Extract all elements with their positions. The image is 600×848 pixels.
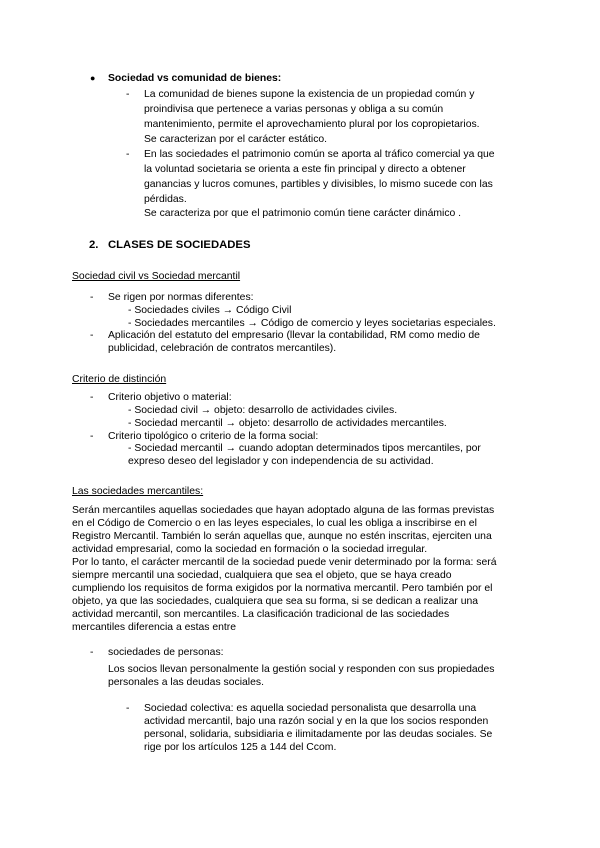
comunidad-line-1: La comunidad de bienes supone la existencia de un propiedad común y: [144, 89, 475, 100]
colectiva-line-2: actividad mercantil, bajo una razón social y en la que los socios responden: [144, 716, 489, 727]
criterio-tipologico: Criterio tipológico o criterio de la forma social:: [108, 431, 319, 442]
estatuto-line-1: Aplicación del estatuto del empresario (llevar la contabilidad, RM como medio de: [108, 330, 480, 341]
bullet-dot: ●: [90, 73, 96, 83]
mercantiles-line-4: actividad empresarial, como la sociedad en formación o la sociedad irregular.: [72, 544, 428, 555]
colectiva-line-4: rige por los artículos 125 a 144 del Ccom.: [144, 742, 337, 753]
criterio-objetivo-sub-2: - Sociedad mercantil → objeto: desarrollo de actividades mercantiles.: [128, 418, 447, 429]
dash-marker: -: [90, 292, 94, 303]
sociedades-line-2: la voluntad societaria se orienta a este fin principal y directo a obtener: [144, 164, 466, 175]
section-title: CLASES DE SOCIEDADES: [108, 239, 251, 251]
sociedades-line-1: En las sociedades el patrimonio común se aporta al tráfico comercial ya que: [144, 149, 495, 160]
personas-line-2: personales a las deudas sociales.: [108, 677, 264, 688]
mercantiles-line-10: mercantiles diferencia a estas entre: [72, 622, 237, 633]
sociedad-vs-comunidad-heading: Sociedad vs comunidad de bienes:: [108, 73, 282, 84]
sociedades-line-4: pérdidas.: [144, 194, 187, 205]
criterio-heading: Criterio de distinción: [72, 374, 167, 385]
comunidad-line-4: Se caracterizan por el carácter estático.: [144, 134, 328, 145]
dash-marker: -: [126, 703, 130, 714]
personas-line-1: Los socios llevan personalmente la gestión social y responden con sus propiedades: [108, 664, 495, 675]
sociedades-line-3: ganancias y lucros comunes, partibles y divisibles, lo mismo sucede con las: [144, 179, 493, 190]
mercantiles-line-7: cumpliendo los requisitos de forma exigidos por la normativa mercantil. Pero también por el: [72, 583, 493, 594]
criterio-tipologico-sub-1: - Sociedad mercantil → cuando adoptan determinados tipos mercantiles, por: [128, 443, 481, 454]
colectiva-line-1: Sociedad colectiva: es aquella sociedad personalista que desarrolla una: [144, 703, 477, 714]
comunidad-line-3: mantenimiento, permite el aprovechamiento plural por los copropietarios.: [144, 119, 480, 130]
sociedades-personas-item: sociedades de personas:: [108, 647, 224, 658]
dash-marker: -: [90, 431, 94, 442]
civil-vs-mercantil-heading: Sociedad civil vs Sociedad mercantil: [72, 271, 241, 282]
section-number: 2.: [89, 239, 99, 251]
criterio-objetivo: Criterio objetivo o material:: [108, 392, 232, 403]
normas-sub-2: - Sociedades mercantiles → Código de comercio y leyes societarias especiales.: [128, 318, 496, 329]
colectiva-line-3: personal, solidaria, subsidiaria e ilimitadamente por las deudas sociales. Se: [144, 729, 493, 740]
dash-marker: -: [126, 149, 130, 160]
dash-marker: -: [90, 392, 94, 403]
mercantiles-line-8: objeto, ya que las sociedades, cualquiera que sea su forma, si se dedican a realizar una: [72, 596, 479, 607]
estatuto-line-2: publicidad, celebración de contratos mercantiles).: [108, 343, 337, 354]
normas-item: Se rigen por normas diferentes:: [108, 292, 254, 303]
criterio-objetivo-sub-1: - Sociedad civil → objeto: desarrollo de actividades civiles.: [128, 405, 398, 416]
mercantiles-line-1: Serán mercantiles aquellas sociedades que hayan adoptado alguna de las formas previstas: [72, 505, 495, 516]
mercantiles-line-6: siempre mercantil una sociedad, cualquiera que sea el objeto, que se haya creado: [72, 570, 452, 581]
mercantiles-line-5: Por lo tanto, el carácter mercantil de la sociedad puede venir determinado por la forma: será: [72, 557, 497, 568]
sociedades-line-5: Se caracteriza por que el patrimonio común tiene carácter dinámico .: [144, 208, 462, 219]
normas-sub-1: - Sociedades civiles → Código Civil: [128, 305, 292, 316]
dash-marker: -: [90, 330, 94, 341]
mercantiles-line-2: en el Código de Comercio o en las leyes especiales, lo cual les obliga a inscribirse en el: [72, 518, 477, 529]
dash-marker: -: [126, 89, 130, 100]
criterio-tipologico-sub-2: expreso deseo del legislador y con independencia de su actividad.: [128, 456, 434, 467]
mercantiles-line-3: Registro Mercantil. También lo serán aquellas que, aunque no estén inscritas, ejerciten una: [72, 531, 492, 542]
mercantiles-heading: Las sociedades mercantiles:: [72, 486, 204, 497]
comunidad-line-2: proindivisa que pertenece a varias personas y obliga a su común: [144, 104, 444, 115]
mercantiles-line-9: actividad mercantil, son mercantiles. La clasificación tradicional de las sociedades: [72, 609, 450, 620]
dash-marker: -: [90, 647, 94, 658]
